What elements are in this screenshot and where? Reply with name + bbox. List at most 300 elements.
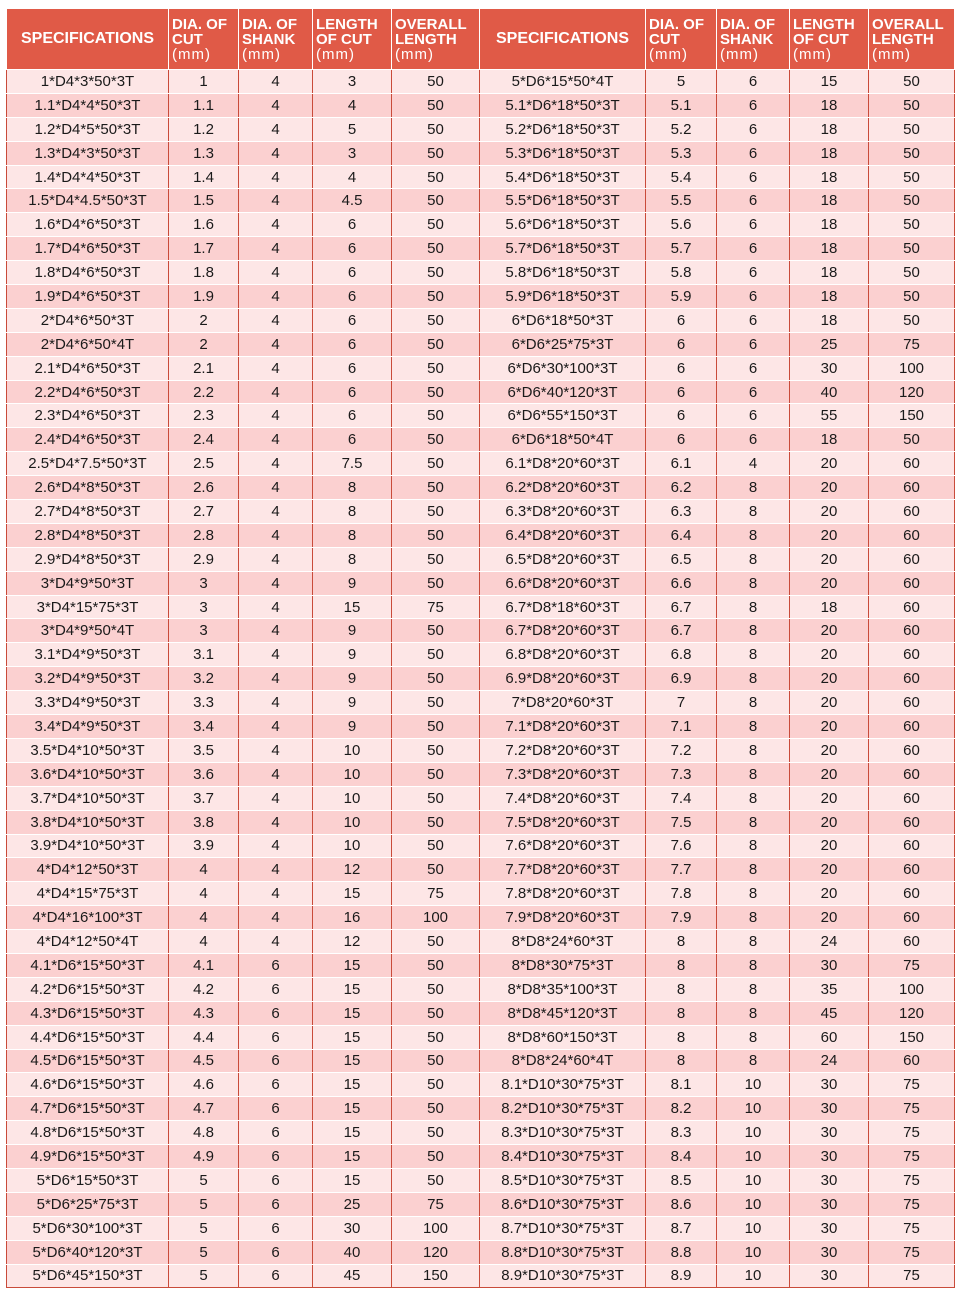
right-dia-cut-cell: 8.3: [646, 1121, 717, 1145]
right-length-cut-cell: 20: [790, 523, 869, 547]
header-length-cut-left: LENGTH OF CUT (mm): [313, 9, 392, 70]
left-overall-length-cell: 50: [392, 1145, 480, 1169]
right-dia-cut-cell: 7.3: [646, 762, 717, 786]
left-dia-cut-cell: 1.8: [169, 261, 239, 285]
left-dia-shank-cell: 6: [239, 1264, 313, 1288]
right-dia-shank-cell: 6: [717, 356, 790, 380]
left-overall-length-cell: 50: [392, 1001, 480, 1025]
left-dia-cut-cell: 3: [169, 595, 239, 619]
left-dia-shank-cell: 4: [239, 452, 313, 476]
table-row: [7, 93, 955, 117]
right-dia-shank-cell: 10: [717, 1145, 790, 1169]
left-dia-shank-cell: 4: [239, 500, 313, 524]
right-length-cut-cell: 18: [790, 261, 869, 285]
table-row: [7, 738, 955, 762]
left-spec-cell: 4.5*D6*15*50*3T: [7, 1049, 169, 1073]
right-overall-length-cell: 60: [869, 810, 955, 834]
left-length-cut-cell: 8: [313, 476, 392, 500]
right-dia-shank-cell: 6: [717, 261, 790, 285]
right-dia-cut-cell: 7.1: [646, 715, 717, 739]
left-overall-length-cell: 75: [392, 595, 480, 619]
right-length-cut-cell: 20: [790, 882, 869, 906]
table-row: [7, 810, 955, 834]
left-dia-cut-cell: 4: [169, 930, 239, 954]
left-length-cut-cell: 15: [313, 595, 392, 619]
right-dia-shank-cell: 10: [717, 1121, 790, 1145]
left-length-cut-cell: 6: [313, 404, 392, 428]
table-row: [7, 404, 955, 428]
left-length-cut-cell: 10: [313, 810, 392, 834]
right-spec-cell: 6.2*D8*20*60*3T: [480, 476, 646, 500]
left-length-cut-cell: 9: [313, 667, 392, 691]
left-spec-cell: 3*D4*9*50*4T: [7, 619, 169, 643]
left-length-cut-cell: 12: [313, 858, 392, 882]
left-overall-length-cell: 50: [392, 332, 480, 356]
left-spec-cell: 2*D4*6*50*4T: [7, 332, 169, 356]
right-overall-length-cell: 60: [869, 715, 955, 739]
left-length-cut-cell: 9: [313, 691, 392, 715]
left-dia-shank-cell: 4: [239, 547, 313, 571]
right-spec-cell: 7.4*D8*20*60*3T: [480, 786, 646, 810]
left-dia-cut-cell: 3.6: [169, 762, 239, 786]
right-dia-shank-cell: 8: [717, 953, 790, 977]
right-length-cut-cell: 18: [790, 213, 869, 237]
right-length-cut-cell: 30: [790, 1192, 869, 1216]
right-spec-cell: 8*D8*35*100*3T: [480, 977, 646, 1001]
left-overall-length-cell: 50: [392, 691, 480, 715]
left-spec-cell: 4*D4*12*50*3T: [7, 858, 169, 882]
right-length-cut-cell: 25: [790, 332, 869, 356]
right-spec-cell: 8.2*D10*30*75*3T: [480, 1097, 646, 1121]
table-row: [7, 1216, 955, 1240]
right-spec-cell: 8*D8*24*60*4T: [480, 1049, 646, 1073]
table-row: [7, 786, 955, 810]
right-length-cut-cell: 20: [790, 571, 869, 595]
left-overall-length-cell: 150: [392, 1264, 480, 1288]
left-length-cut-cell: 5: [313, 117, 392, 141]
right-dia-shank-cell: 8: [717, 547, 790, 571]
right-dia-shank-cell: 10: [717, 1097, 790, 1121]
right-dia-shank-cell: 8: [717, 1049, 790, 1073]
right-dia-shank-cell: 10: [717, 1216, 790, 1240]
left-length-cut-cell: 12: [313, 930, 392, 954]
left-length-cut-cell: 40: [313, 1240, 392, 1264]
header-dia-shank-right: DIA. OF SHANK (mm): [717, 9, 790, 70]
right-dia-cut-cell: 8.5: [646, 1168, 717, 1192]
left-length-cut-cell: 8: [313, 523, 392, 547]
right-dia-cut-cell: 6.8: [646, 643, 717, 667]
right-overall-length-cell: 50: [869, 165, 955, 189]
table-row: [7, 1168, 955, 1192]
left-overall-length-cell: 50: [392, 117, 480, 141]
left-length-cut-cell: 4: [313, 165, 392, 189]
table-row: [7, 237, 955, 261]
left-dia-shank-cell: 4: [239, 380, 313, 404]
left-dia-cut-cell: 3.5: [169, 738, 239, 762]
left-overall-length-cell: 50: [392, 523, 480, 547]
table-row: [7, 643, 955, 667]
right-overall-length-cell: 60: [869, 619, 955, 643]
left-dia-cut-cell: 1.9: [169, 285, 239, 309]
right-overall-length-cell: 75: [869, 1216, 955, 1240]
header-specifications-left: SPECIFICATIONS: [7, 9, 169, 70]
right-length-cut-cell: 18: [790, 237, 869, 261]
right-length-cut-cell: 24: [790, 930, 869, 954]
left-dia-shank-cell: 4: [239, 595, 313, 619]
right-overall-length-cell: 60: [869, 595, 955, 619]
right-overall-length-cell: 75: [869, 332, 955, 356]
left-spec-cell: 3.7*D4*10*50*3T: [7, 786, 169, 810]
right-spec-cell: 6.7*D8*18*60*3T: [480, 595, 646, 619]
left-dia-cut-cell: 2.9: [169, 547, 239, 571]
left-dia-shank-cell: 4: [239, 404, 313, 428]
table-row: [7, 189, 955, 213]
right-dia-shank-cell: 6: [717, 308, 790, 332]
left-spec-cell: 3.1*D4*9*50*3T: [7, 643, 169, 667]
table-row: [7, 1025, 955, 1049]
left-length-cut-cell: 15: [313, 1145, 392, 1169]
right-dia-cut-cell: 5.5: [646, 189, 717, 213]
left-spec-cell: 2.3*D4*6*50*3T: [7, 404, 169, 428]
left-dia-cut-cell: 2.8: [169, 523, 239, 547]
right-spec-cell: 7.5*D8*20*60*3T: [480, 810, 646, 834]
left-length-cut-cell: 16: [313, 906, 392, 930]
left-spec-cell: 4.1*D6*15*50*3T: [7, 953, 169, 977]
right-length-cut-cell: 20: [790, 643, 869, 667]
left-dia-cut-cell: 1.7: [169, 237, 239, 261]
right-dia-cut-cell: 6: [646, 404, 717, 428]
right-spec-cell: 5.9*D6*18*50*3T: [480, 285, 646, 309]
right-spec-cell: 8.3*D10*30*75*3T: [480, 1121, 646, 1145]
right-spec-cell: 8.6*D10*30*75*3T: [480, 1192, 646, 1216]
left-overall-length-cell: 50: [392, 285, 480, 309]
right-dia-cut-cell: 5.2: [646, 117, 717, 141]
right-spec-cell: 6.9*D8*20*60*3T: [480, 667, 646, 691]
left-dia-cut-cell: 1.5: [169, 189, 239, 213]
table-row: [7, 308, 955, 332]
right-dia-shank-cell: 4: [717, 452, 790, 476]
right-spec-cell: 5.7*D6*18*50*3T: [480, 237, 646, 261]
right-dia-shank-cell: 10: [717, 1168, 790, 1192]
left-spec-cell: 1.7*D4*6*50*3T: [7, 237, 169, 261]
left-dia-cut-cell: 4.9: [169, 1145, 239, 1169]
left-spec-cell: 2.7*D4*8*50*3T: [7, 500, 169, 524]
right-spec-cell: 6*D6*30*100*3T: [480, 356, 646, 380]
right-dia-cut-cell: 7: [646, 691, 717, 715]
table-row: [7, 930, 955, 954]
left-spec-cell: 3.5*D4*10*50*3T: [7, 738, 169, 762]
left-dia-shank-cell: 6: [239, 1216, 313, 1240]
left-dia-cut-cell: 3.9: [169, 834, 239, 858]
left-dia-shank-cell: 4: [239, 237, 313, 261]
left-overall-length-cell: 50: [392, 1168, 480, 1192]
left-dia-shank-cell: 6: [239, 1025, 313, 1049]
left-length-cut-cell: 8: [313, 500, 392, 524]
right-length-cut-cell: 20: [790, 547, 869, 571]
left-spec-cell: 5*D6*40*120*3T: [7, 1240, 169, 1264]
left-overall-length-cell: 50: [392, 93, 480, 117]
left-dia-shank-cell: 6: [239, 1049, 313, 1073]
left-dia-cut-cell: 2.4: [169, 428, 239, 452]
right-dia-cut-cell: 6: [646, 380, 717, 404]
right-dia-cut-cell: 5.9: [646, 285, 717, 309]
right-spec-cell: 5.4*D6*18*50*3T: [480, 165, 646, 189]
left-overall-length-cell: 50: [392, 356, 480, 380]
right-spec-cell: 7.3*D8*20*60*3T: [480, 762, 646, 786]
table-row: [7, 261, 955, 285]
left-length-cut-cell: 4: [313, 93, 392, 117]
right-dia-cut-cell: 8.4: [646, 1145, 717, 1169]
left-dia-shank-cell: 4: [239, 261, 313, 285]
right-dia-shank-cell: 8: [717, 595, 790, 619]
right-overall-length-cell: 75: [869, 1097, 955, 1121]
left-dia-shank-cell: 6: [239, 977, 313, 1001]
right-dia-cut-cell: 8.9: [646, 1264, 717, 1288]
right-dia-cut-cell: 5.1: [646, 93, 717, 117]
right-overall-length-cell: 60: [869, 476, 955, 500]
left-dia-cut-cell: 4: [169, 906, 239, 930]
left-dia-cut-cell: 1.4: [169, 165, 239, 189]
left-overall-length-cell: 120: [392, 1240, 480, 1264]
right-dia-cut-cell: 5.8: [646, 261, 717, 285]
table-row: [7, 667, 955, 691]
right-spec-cell: 7.8*D8*20*60*3T: [480, 882, 646, 906]
left-overall-length-cell: 50: [392, 834, 480, 858]
left-overall-length-cell: 50: [392, 715, 480, 739]
left-overall-length-cell: 50: [392, 858, 480, 882]
table-row: [7, 1145, 955, 1169]
left-dia-shank-cell: 4: [239, 930, 313, 954]
right-length-cut-cell: 20: [790, 858, 869, 882]
right-dia-shank-cell: 8: [717, 667, 790, 691]
right-dia-shank-cell: 6: [717, 332, 790, 356]
right-dia-shank-cell: 8: [717, 834, 790, 858]
right-overall-length-cell: 120: [869, 380, 955, 404]
left-length-cut-cell: 6: [313, 213, 392, 237]
right-dia-cut-cell: 8.7: [646, 1216, 717, 1240]
left-dia-cut-cell: 1.1: [169, 93, 239, 117]
right-dia-cut-cell: 6.9: [646, 667, 717, 691]
right-dia-shank-cell: 6: [717, 93, 790, 117]
right-overall-length-cell: 60: [869, 858, 955, 882]
left-spec-cell: 2.6*D4*8*50*3T: [7, 476, 169, 500]
left-dia-shank-cell: 6: [239, 1121, 313, 1145]
right-length-cut-cell: 20: [790, 500, 869, 524]
right-overall-length-cell: 50: [869, 213, 955, 237]
right-dia-shank-cell: 8: [717, 619, 790, 643]
left-length-cut-cell: 9: [313, 715, 392, 739]
right-dia-shank-cell: 6: [717, 380, 790, 404]
left-overall-length-cell: 50: [392, 189, 480, 213]
right-spec-cell: 6.6*D8*20*60*3T: [480, 571, 646, 595]
right-spec-cell: 7.9*D8*20*60*3T: [480, 906, 646, 930]
right-dia-cut-cell: 5: [646, 70, 717, 94]
right-overall-length-cell: 75: [869, 1145, 955, 1169]
table-row: [7, 428, 955, 452]
right-spec-cell: 6.7*D8*20*60*3T: [480, 619, 646, 643]
right-spec-cell: 8*D8*60*150*3T: [480, 1025, 646, 1049]
left-length-cut-cell: 10: [313, 762, 392, 786]
left-spec-cell: 1.2*D4*5*50*3T: [7, 117, 169, 141]
left-dia-cut-cell: 1.2: [169, 117, 239, 141]
left-spec-cell: 5*D6*45*150*3T: [7, 1264, 169, 1288]
right-dia-shank-cell: 6: [717, 70, 790, 94]
table-row: [7, 1097, 955, 1121]
left-spec-cell: 2*D4*6*50*3T: [7, 308, 169, 332]
left-spec-cell: 3.3*D4*9*50*3T: [7, 691, 169, 715]
right-spec-cell: 5.5*D6*18*50*3T: [480, 189, 646, 213]
right-length-cut-cell: 40: [790, 380, 869, 404]
left-length-cut-cell: 9: [313, 643, 392, 667]
right-dia-cut-cell: 6.4: [646, 523, 717, 547]
left-dia-shank-cell: 4: [239, 165, 313, 189]
right-dia-cut-cell: 8: [646, 977, 717, 1001]
left-overall-length-cell: 50: [392, 308, 480, 332]
right-dia-shank-cell: 6: [717, 285, 790, 309]
left-spec-cell: 1.1*D4*4*50*3T: [7, 93, 169, 117]
right-dia-cut-cell: 8.8: [646, 1240, 717, 1264]
left-overall-length-cell: 50: [392, 762, 480, 786]
right-length-cut-cell: 20: [790, 476, 869, 500]
right-dia-cut-cell: 8.1: [646, 1073, 717, 1097]
right-spec-cell: 6.5*D8*20*60*3T: [480, 547, 646, 571]
right-length-cut-cell: 18: [790, 93, 869, 117]
right-overall-length-cell: 60: [869, 571, 955, 595]
right-dia-cut-cell: 7.8: [646, 882, 717, 906]
right-dia-cut-cell: 6.7: [646, 595, 717, 619]
left-spec-cell: 1.6*D4*6*50*3T: [7, 213, 169, 237]
right-length-cut-cell: 18: [790, 595, 869, 619]
right-dia-shank-cell: 8: [717, 1025, 790, 1049]
right-overall-length-cell: 60: [869, 452, 955, 476]
right-dia-cut-cell: 5.3: [646, 141, 717, 165]
table-row: [7, 523, 955, 547]
left-dia-cut-cell: 4.4: [169, 1025, 239, 1049]
table-row: [7, 762, 955, 786]
right-length-cut-cell: 20: [790, 834, 869, 858]
left-dia-cut-cell: 5: [169, 1216, 239, 1240]
right-overall-length-cell: 60: [869, 906, 955, 930]
right-length-cut-cell: 20: [790, 786, 869, 810]
right-dia-cut-cell: 5.4: [646, 165, 717, 189]
right-length-cut-cell: 18: [790, 428, 869, 452]
right-length-cut-cell: 30: [790, 1240, 869, 1264]
right-dia-shank-cell: 8: [717, 858, 790, 882]
right-dia-shank-cell: 8: [717, 906, 790, 930]
right-overall-length-cell: 75: [869, 1264, 955, 1288]
left-dia-cut-cell: 4.1: [169, 953, 239, 977]
left-overall-length-cell: 50: [392, 619, 480, 643]
left-spec-cell: 2.1*D4*6*50*3T: [7, 356, 169, 380]
left-overall-length-cell: 75: [392, 882, 480, 906]
left-length-cut-cell: 15: [313, 1001, 392, 1025]
left-dia-shank-cell: 4: [239, 691, 313, 715]
right-dia-cut-cell: 6.2: [646, 476, 717, 500]
left-length-cut-cell: 6: [313, 308, 392, 332]
left-dia-cut-cell: 3: [169, 571, 239, 595]
table-row: [7, 571, 955, 595]
right-length-cut-cell: 20: [790, 691, 869, 715]
left-dia-cut-cell: 2.1: [169, 356, 239, 380]
right-dia-cut-cell: 5.6: [646, 213, 717, 237]
left-length-cut-cell: 6: [313, 332, 392, 356]
right-spec-cell: 6.1*D8*20*60*3T: [480, 452, 646, 476]
left-length-cut-cell: 10: [313, 738, 392, 762]
left-dia-cut-cell: 5: [169, 1240, 239, 1264]
right-dia-cut-cell: 8.2: [646, 1097, 717, 1121]
left-length-cut-cell: 15: [313, 977, 392, 1001]
left-spec-cell: 3*D4*15*75*3T: [7, 595, 169, 619]
left-dia-shank-cell: 4: [239, 332, 313, 356]
left-dia-cut-cell: 4.8: [169, 1121, 239, 1145]
right-spec-cell: 5.1*D6*18*50*3T: [480, 93, 646, 117]
left-dia-cut-cell: 2.3: [169, 404, 239, 428]
left-length-cut-cell: 10: [313, 786, 392, 810]
right-length-cut-cell: 20: [790, 906, 869, 930]
table-row: [7, 70, 955, 94]
left-dia-shank-cell: 6: [239, 1097, 313, 1121]
table-row: [7, 1192, 955, 1216]
left-length-cut-cell: 30: [313, 1216, 392, 1240]
left-dia-shank-cell: 4: [239, 189, 313, 213]
right-spec-cell: 6*D6*25*75*3T: [480, 332, 646, 356]
left-overall-length-cell: 50: [392, 786, 480, 810]
right-spec-cell: 8.7*D10*30*75*3T: [480, 1216, 646, 1240]
left-spec-cell: 1.5*D4*4.5*50*3T: [7, 189, 169, 213]
left-overall-length-cell: 50: [392, 404, 480, 428]
left-length-cut-cell: 15: [313, 1025, 392, 1049]
left-overall-length-cell: 50: [392, 213, 480, 237]
left-length-cut-cell: 6: [313, 237, 392, 261]
right-dia-cut-cell: 8.6: [646, 1192, 717, 1216]
table-row: [7, 1264, 955, 1288]
right-dia-cut-cell: 7.6: [646, 834, 717, 858]
left-spec-cell: 4*D4*12*50*4T: [7, 930, 169, 954]
left-spec-cell: 3*D4*9*50*3T: [7, 571, 169, 595]
left-dia-shank-cell: 4: [239, 571, 313, 595]
right-overall-length-cell: 60: [869, 547, 955, 571]
left-overall-length-cell: 50: [392, 738, 480, 762]
right-dia-cut-cell: 7.2: [646, 738, 717, 762]
right-overall-length-cell: 60: [869, 523, 955, 547]
right-dia-shank-cell: 6: [717, 404, 790, 428]
right-spec-cell: 8.1*D10*30*75*3T: [480, 1073, 646, 1097]
left-overall-length-cell: 75: [392, 1192, 480, 1216]
right-dia-shank-cell: 6: [717, 237, 790, 261]
right-dia-shank-cell: 8: [717, 715, 790, 739]
left-spec-cell: 1.8*D4*6*50*3T: [7, 261, 169, 285]
left-dia-cut-cell: 4: [169, 858, 239, 882]
right-dia-cut-cell: 7.9: [646, 906, 717, 930]
left-dia-cut-cell: 3: [169, 619, 239, 643]
right-spec-cell: 5.2*D6*18*50*3T: [480, 117, 646, 141]
right-dia-shank-cell: 8: [717, 786, 790, 810]
left-spec-cell: 2.4*D4*6*50*3T: [7, 428, 169, 452]
right-spec-cell: 8*D8*24*60*3T: [480, 930, 646, 954]
right-spec-cell: 8*D8*30*75*3T: [480, 953, 646, 977]
right-overall-length-cell: 60: [869, 834, 955, 858]
left-spec-cell: 4.6*D6*15*50*3T: [7, 1073, 169, 1097]
left-dia-cut-cell: 4.2: [169, 977, 239, 1001]
right-overall-length-cell: 60: [869, 882, 955, 906]
right-dia-cut-cell: 7.4: [646, 786, 717, 810]
left-dia-shank-cell: 4: [239, 738, 313, 762]
right-length-cut-cell: 30: [790, 1216, 869, 1240]
table-row: [7, 285, 955, 309]
right-dia-cut-cell: 6: [646, 308, 717, 332]
right-dia-shank-cell: 8: [717, 1001, 790, 1025]
left-dia-shank-cell: 4: [239, 476, 313, 500]
